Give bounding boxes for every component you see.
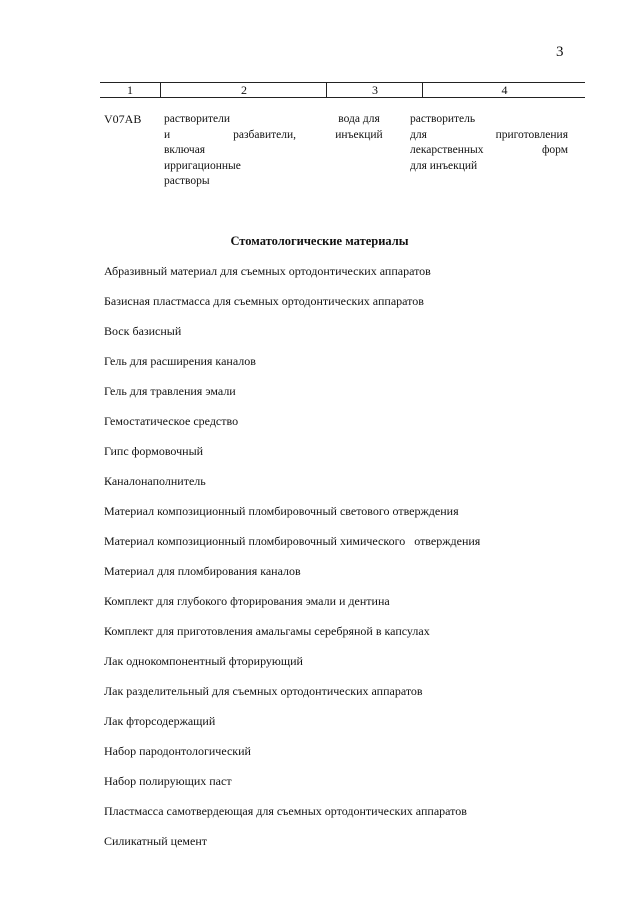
description-cell (410, 112, 568, 174)
list-item: Комплект для глубокого фторирования эмали и дентина (104, 594, 390, 608)
group-name-line: растворы (164, 175, 210, 187)
list-item: Гель для травления эмали (104, 384, 236, 398)
group-name-line: включая (164, 144, 206, 156)
list-item: Абразивный материал для съемных ортодонтических аппаратов (104, 264, 431, 278)
list-item: Лак разделительный для съемных ортодонтических аппаратов (104, 684, 423, 698)
list-item: Гель для расширения каналов (104, 354, 256, 368)
list-item: Каналонаполнитель (104, 474, 206, 488)
description-line (410, 143, 568, 159)
group-name-line: ирригационные (164, 159, 241, 172)
description-line-word: приготовления (495, 128, 568, 141)
list-item: Набор пародонтологический (104, 744, 251, 758)
list-item: Силикатный цемент (104, 834, 207, 848)
description-line (410, 128, 568, 144)
list-item: Набор полирующих паст (104, 774, 232, 788)
column-header-1: 1 (127, 83, 133, 97)
dosage-form-cell (328, 112, 390, 143)
description-line-word: лекарственных (410, 144, 484, 156)
list-item: Материал композиционный пломбировочный химического отверждения (104, 534, 481, 548)
column-header-2: 2 (160, 83, 327, 97)
dosage-form-line: вода для (338, 113, 380, 125)
materials-list (104, 262, 480, 862)
description-line-word: форм (541, 144, 568, 156)
list-item: Воск базисный (104, 324, 182, 338)
list-item: Материал композиционный пломбировочный светового отверждения (104, 504, 459, 518)
group-name-line: растворители (164, 113, 231, 125)
list-item: Гипс формовочный (104, 444, 204, 458)
group-name-line (164, 128, 296, 144)
description-line: для инъекций (410, 159, 478, 172)
list-item: Материал для пломбирования каналов (104, 564, 301, 578)
list-item: Базисная пластмасса для съемных ортодонтических аппаратов (104, 294, 424, 308)
description-line-word: для (410, 128, 427, 141)
page-number: 3 (556, 44, 564, 60)
column-header-3: 3 (326, 83, 423, 97)
list-item: Комплект для приготовления амальгамы серебряной в капсулах (104, 624, 430, 638)
list-item: Лак фторсодержащий (104, 714, 216, 728)
table-header-row (100, 82, 585, 98)
dosage-form-line: инъекций (335, 128, 383, 141)
section-title: Стоматологические материалы (230, 234, 409, 248)
group-name-line-word: разбавители, (233, 128, 296, 141)
list-item: Лак однокомпонентный фторирующий (104, 654, 303, 668)
list-item: Гемостатическое средство (104, 414, 239, 428)
group-name-cell (164, 112, 296, 190)
atc-code: V07AB (104, 112, 142, 126)
description-line: растворитель (410, 113, 476, 125)
list-item: Пластмасса самотвердеющая для съемных ортодонтических аппаратов (104, 804, 467, 818)
column-header-4: 4 (422, 83, 586, 97)
group-name-line-word: и (164, 128, 171, 141)
